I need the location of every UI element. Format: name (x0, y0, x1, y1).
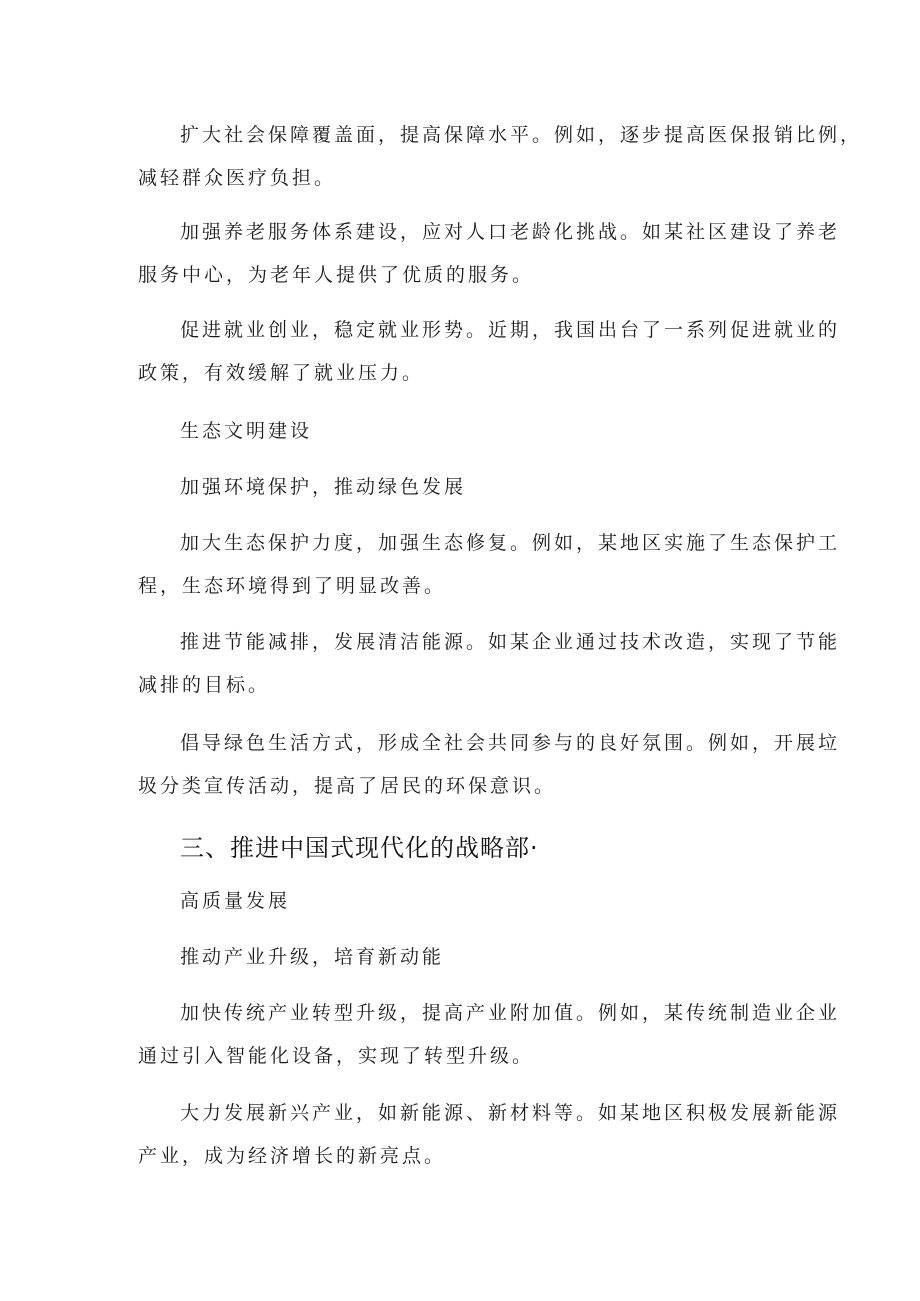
paragraph-ecological-restoration (138, 522, 841, 608)
text-line: 大力发展新兴产业，如新能源、新材料等。如某地区积极发展新能源 (180, 1102, 841, 1124)
text-line: 加大生态保护力度，加强生态修复。例如，某地区实施了生态保护工 (180, 532, 841, 554)
text-line: 促进就业创业，稳定就业形势。近期，我国出台了一系列促进就业的 (180, 319, 841, 341)
text-line: 高质量发展 (180, 890, 291, 912)
text-line: 政策，有效缓解了就业压力。 (138, 362, 425, 384)
text-line: 减轻群众医疗负担。 (138, 167, 337, 189)
paragraph-employment (138, 309, 841, 395)
text-line: 通过引入智能化设备，实现了转型升级。 (138, 1045, 535, 1067)
text-line: 产业，成为经济增长的新亮点。 (138, 1145, 447, 1167)
paragraph-traditional-industry (138, 992, 841, 1078)
subheading-ecological-civilization (138, 410, 798, 453)
section-heading: 三、推进中国式现代化的战略部· (180, 834, 539, 862)
paragraph-social-security (138, 114, 863, 200)
text-line: 加强养老服务体系建设，应对人口老龄化挑战。如某社区建设了养老 (180, 221, 841, 243)
subheading-industrial-upgrade (138, 936, 798, 979)
text-line: 加强环境保护，推动绿色发展 (180, 476, 467, 498)
paragraph-energy-saving (138, 621, 841, 707)
subheading-environmental-protection (138, 466, 798, 509)
subheading-high-quality-development (138, 880, 798, 923)
text-line: 服务中心，为老年人提供了优质的服务。 (138, 264, 535, 286)
text-line: 程，生态环境得到了明显改善。 (138, 575, 447, 597)
paragraph-elderly-care (138, 211, 841, 297)
text-line: 减排的目标。 (138, 674, 271, 696)
text-line: 推进节能减排，发展清洁能源。如某企业通过技术改造，实现了节能 (180, 631, 841, 653)
text-line: 倡导绿色生活方式，形成全社会共同参与的良好氛围。例如，开展垃 (180, 732, 841, 754)
text-line: 加快传统产业转型升级，提高产业附加值。例如，某传统制造业企业 (180, 1002, 841, 1024)
text-line: 生态文明建设 (180, 420, 313, 442)
text-line: 扩大社会保障覆盖面，提高保障水平。例如，逐步提高医保报销比例， (180, 124, 863, 146)
text-line: 推动产业升级，培育新动能 (180, 946, 445, 968)
paragraph-emerging-industries (138, 1092, 841, 1178)
text-line: 圾分类宣传活动，提高了居民的环保意识。 (138, 775, 557, 797)
paragraph-green-lifestyle (138, 722, 841, 808)
